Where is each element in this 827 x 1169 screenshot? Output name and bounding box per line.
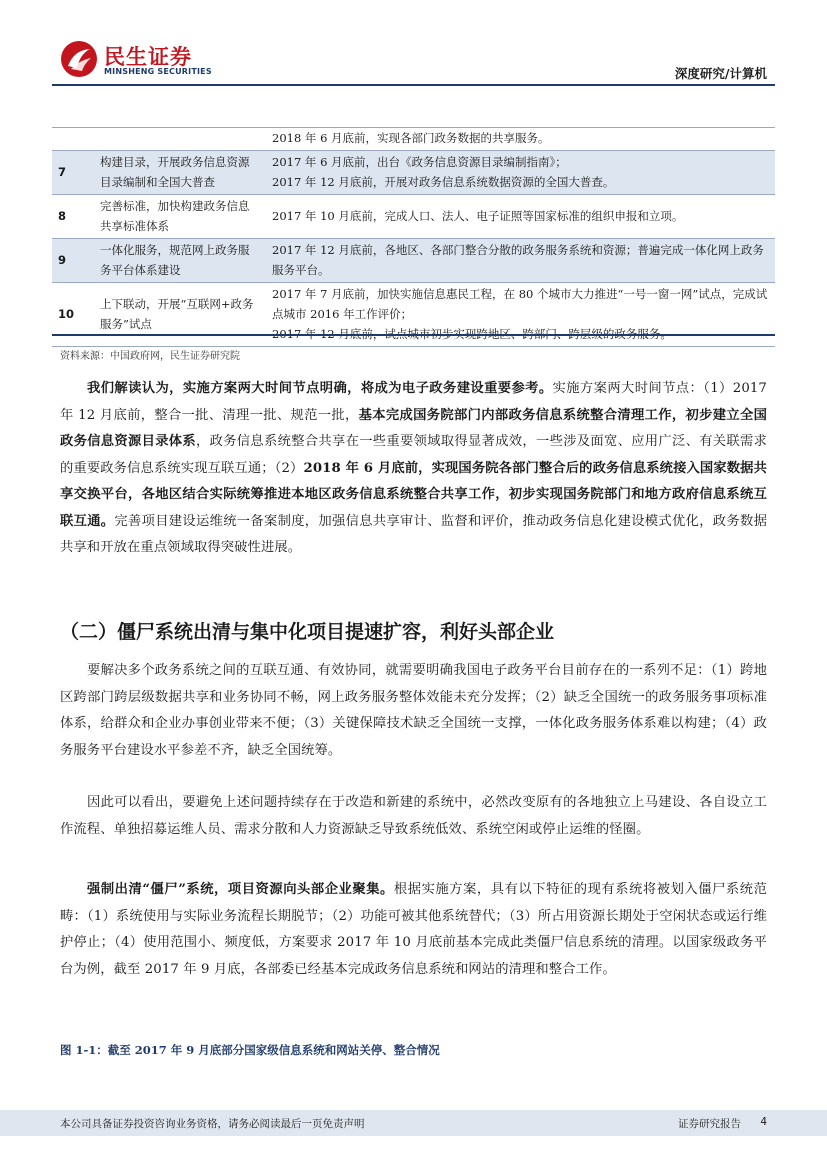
body-paragraph: 因此可以看出，要避免上述问题持续存在于改造和新建的系统中，必然改变原有的各地独立上马建设、各自设立工作流程、单独招募运维人员、需求分散和人力资源缺乏导致系统低效、系统空闲或停止运维的怪圈。 [60,795,767,837]
page-number: 4 [760,1116,767,1128]
header-divider [52,84,775,86]
interpretation-paragraph: 我们解读认为，实施方案两大时间节点明确，将成为电子政务建设重要参考。实施方案两大时间节点：（1）2017 年 12 月底前，整合一批、清理一批、规范一批，基本完成国务院部门内部政务信息系统整合清理工作，初步建立全国政务信息资源目录体系，政务信息系统整合共享在一些重要领域取得显著成效，一些涉及面宽、应用广泛、有关联需求的重要政务信息系统实现互联互通；（2）2018 年 6 月底前，实现国务院各部门整合后的政务信息系统接入国家数据共享交换平台，各地区结合实际统筹推进本地区政务信息系统整合共享工作，初步实现国务院部门和地方政府信息系统互联互通。完善项目建设运维统一备案制度，加强信息共享审计、监督和评价，推动政务信息化建设模式优化，政务数据共享和开放在重点领域取得突破性进展。 [60,381,767,555]
table-cell-goal: 2017 年 12 月底前，各地区、各部门整合分散的政务服务系统和资源；普遍完成一体化网上政务服务平台。 [266,239,775,283]
body-paragraph: 强制出清“僵尸”系统，项目资源向头部企业聚集。根据实施方案，具有以下特征的现有系统将被划入僵尸系统范畴：（1）系统使用与实际业务流程长期脱节；（2）功能可被其他系统替代；（3）所占用资源长期处于空闲状态或运行维护停止；（4）使用范围小、频度低，方案要求 2017 年 10 月底前基本完成此类僵尸信息系统的清理。以国家级政务平台为例，截至 2017 年 9 月底，各部委已经基本完成政务信息系统和网站的清理和整合工作。 [60,882,767,977]
body-paragraph: 要解决多个政务系统之间的互联互通、有效协同，就需要明确我国电子政务平台目前存在的一系列不足：（1）跨地区跨部门跨层级数据共享和业务协同不畅，网上政务服务整体效能未充分发挥；（2）缺乏全国统一的政务服务事项标准体系，给群众和企业办事创业带来不便；（3）关键保障技术缺乏全国统一支撑，一体化政务服务体系难以构建；（4）政务服务平台建设水平参差不齐，缺乏全国统筹。 [60,663,767,758]
table-cell-goal: 2018 年 6 月底前，实现各部门政务数据的共享服务。 [266,127,775,151]
table-cell-task: 上下联动，开展“互联网+政务服务”试点 [94,283,266,347]
footer-report-label: 证券研究报告 [678,1118,741,1130]
implementation-table [52,127,775,347]
logo-chinese-name: 民生证券 [104,45,192,69]
table-cell-task: 完善标准，加快构建政务信息共享标准体系 [94,195,266,239]
table-row [52,239,775,283]
table-cell-num: 10 [52,283,94,347]
figure-caption: 图 1-1：截至 2017 年 9 月底部分国家级信息系统和网站关停、整合情况 [60,1043,440,1057]
table-cell-num: 9 [52,239,94,283]
logo-english-name: MINSHENG SECURITIES [104,67,212,76]
table-row [52,127,775,151]
table-cell-num: 8 [52,195,94,239]
footer-disclaimer: 本公司具备证券投资咨询业务资格，请务必阅读最后一页免责声明 [60,1118,365,1130]
table-source: 资料来源：中国政府网，民生证券研究院 [60,351,240,362]
table-cell-task: 一体化服务，规范网上政务服务平台体系建设 [94,239,266,283]
table-cell-goal: 2017 年 10 月底前，完成人口、法人、电子证照等国家标准的组织申报和立项。 [266,195,775,239]
table-bottom-border [52,334,775,336]
company-logo [60,40,210,80]
logo-mark-icon [60,40,98,78]
report-type: 深度研究/计算机 [674,66,767,81]
table-cell-goal: 2017 年 6 月底前，出台《政务信息资源目录编制指南》； 2017 年 12 月底前，开展对政务信息系统数据资源的全国大普查。 [266,151,775,195]
page-footer [0,1110,827,1169]
table-cell-task: 构建目录，开展政务信息资源目录编制和全国大普查 [94,151,266,195]
table-row [52,151,775,195]
table-cell-goal: 2017 年 7 月底前，加快实施信息惠民工程，在 80 个城市大力推进“一号一窗一网”试点，完成试点城市 2016 年工作评价； [266,283,775,347]
page-header [0,0,827,90]
table-row [52,195,775,239]
section-title: （二）僵尸系统出清与集中化项目提速扩容，利好头部企业 [60,621,555,643]
table-row [52,283,775,347]
table-cell-num: 7 [52,151,94,195]
